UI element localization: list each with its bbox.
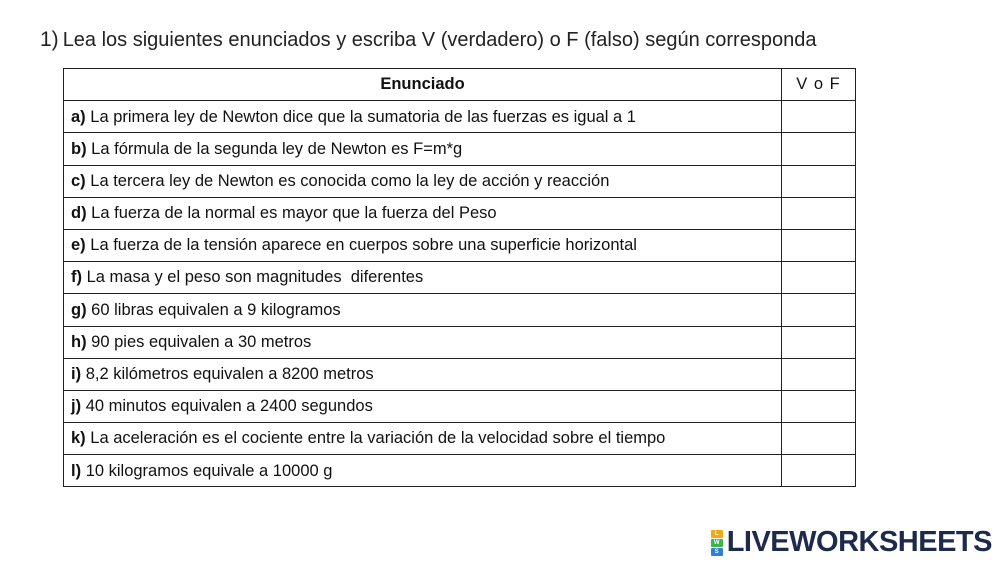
header-true-false: V o F bbox=[782, 69, 856, 101]
statement-letter: j) bbox=[71, 397, 82, 416]
table-row bbox=[64, 101, 856, 133]
answer-input-cell[interactable] bbox=[782, 326, 856, 358]
statement-letter: h) bbox=[71, 332, 87, 351]
statement-cell bbox=[64, 390, 782, 422]
question-heading bbox=[40, 28, 816, 52]
statement-cell bbox=[64, 133, 782, 165]
statement-letter: b) bbox=[71, 139, 87, 158]
statement-letter: d) bbox=[71, 204, 87, 223]
answer-input-cell[interactable] bbox=[782, 197, 856, 229]
logo-icon bbox=[711, 530, 723, 556]
statement-letter: f) bbox=[71, 268, 82, 287]
statement-letter: c) bbox=[71, 171, 86, 190]
statement-letter: a) bbox=[71, 107, 86, 126]
statement-cell bbox=[64, 294, 782, 326]
header-statement: Enunciado bbox=[64, 69, 782, 101]
answer-input-cell[interactable] bbox=[782, 229, 856, 261]
statement-letter: k) bbox=[71, 429, 86, 448]
answer-input-cell[interactable] bbox=[782, 390, 856, 422]
statement-letter: g) bbox=[71, 300, 87, 319]
statement-text: La masa y el peso son magnitudes diferentes bbox=[86, 268, 424, 287]
table-row bbox=[64, 197, 856, 229]
logo-icon-block-s: S bbox=[711, 548, 723, 556]
statement-cell bbox=[64, 423, 782, 455]
answer-input-cell[interactable] bbox=[782, 165, 856, 197]
statement-text: 60 libras equivalen a 9 kilogramos bbox=[91, 300, 341, 319]
table-row bbox=[64, 262, 856, 294]
statement-letter: i) bbox=[71, 365, 82, 384]
statement-letter: e) bbox=[71, 236, 86, 255]
statement-cell bbox=[64, 326, 782, 358]
statement-text: 90 pies equivalen a 30 metros bbox=[91, 332, 312, 351]
answer-input-cell[interactable] bbox=[782, 455, 856, 487]
question-text: Lea los siguientes enunciados y escriba V (verdadero) o F (falso) según corresponda bbox=[62, 29, 817, 51]
statements-table bbox=[63, 68, 856, 487]
answer-input-cell[interactable] bbox=[782, 294, 856, 326]
statement-text: La fuerza de la tensión aparece en cuerpos sobre una superficie horizontal bbox=[90, 236, 637, 255]
table-row bbox=[64, 326, 856, 358]
answer-input-cell[interactable] bbox=[782, 133, 856, 165]
table-row bbox=[64, 455, 856, 487]
question-number: 1) bbox=[40, 28, 59, 51]
logo-icon-block-l: L bbox=[711, 530, 723, 538]
logo-text: LIVEWORKSHEETS bbox=[726, 526, 992, 558]
table-row bbox=[64, 133, 856, 165]
statement-cell bbox=[64, 262, 782, 294]
statement-text: La fórmula de la segunda ley de Newton es F=m*g bbox=[91, 139, 463, 158]
answer-input-cell[interactable] bbox=[782, 423, 856, 455]
statement-cell bbox=[64, 165, 782, 197]
table-row bbox=[64, 358, 856, 390]
statement-cell bbox=[64, 358, 782, 390]
table-row bbox=[64, 390, 856, 422]
statement-cell bbox=[64, 455, 782, 487]
statement-text: 8,2 kilómetros equivalen a 8200 metros bbox=[85, 365, 374, 384]
table-row bbox=[64, 165, 856, 197]
statement-cell bbox=[64, 229, 782, 261]
statement-cell bbox=[64, 197, 782, 229]
answer-input-cell[interactable] bbox=[782, 101, 856, 133]
table-row bbox=[64, 229, 856, 261]
statement-letter: l) bbox=[71, 461, 82, 480]
liveworksheets-logo bbox=[711, 526, 992, 559]
statement-cell bbox=[64, 101, 782, 133]
table-row bbox=[64, 423, 856, 455]
statement-text: La tercera ley de Newton es conocida como la ley de acción y reacción bbox=[90, 171, 610, 190]
statement-text: La primera ley de Newton dice que la sumatoria de las fuerzas es igual a 1 bbox=[90, 107, 636, 126]
answer-input-cell[interactable] bbox=[782, 262, 856, 294]
statement-text: La aceleración es el cociente entre la variación de la velocidad sobre el tiempo bbox=[90, 429, 666, 448]
logo-icon-block-w: W bbox=[711, 539, 723, 547]
statement-text: 40 minutos equivalen a 2400 segundos bbox=[85, 397, 373, 416]
answer-input-cell[interactable] bbox=[782, 358, 856, 390]
statement-text: La fuerza de la normal es mayor que la fuerza del Peso bbox=[91, 204, 497, 223]
table-row bbox=[64, 294, 856, 326]
table-header-row bbox=[64, 69, 856, 101]
statement-text: 10 kilogramos equivale a 10000 g bbox=[85, 461, 333, 480]
